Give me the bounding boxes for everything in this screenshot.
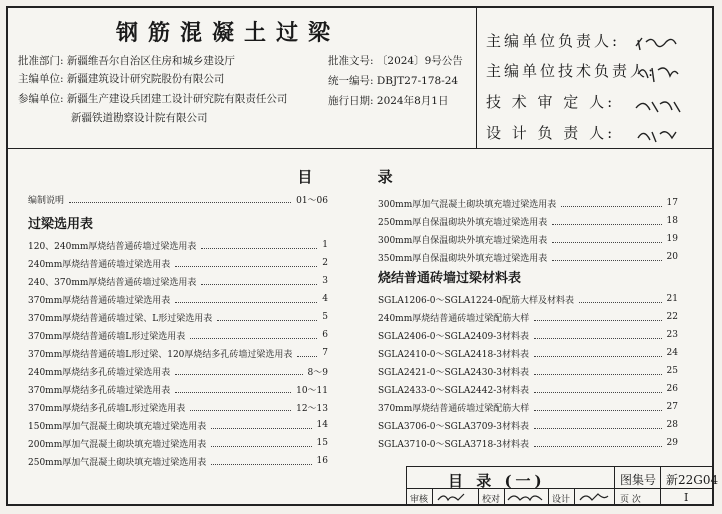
toc-item[interactable]: 240、370mm厚烧结普通砖墙过梁选用表 3: [28, 276, 328, 288]
header-divider: [476, 8, 477, 148]
toc-item[interactable]: 200mm厚加气混凝土砌块填充墙过梁选用表 15: [28, 438, 328, 450]
toc-item[interactable]: 370mm厚烧结普通砖墙过梁配筋大样 27: [378, 402, 678, 414]
titleblock-left: [406, 466, 407, 506]
toc-item[interactable]: 370mm厚烧结多孔砖墙过梁选用表 10～11: [28, 380, 328, 398]
page-title: 钢筋混凝土过梁: [115, 20, 340, 46]
toc-item[interactable]: 120、240mm厚烧结普通砖墙过梁选用表 1: [28, 240, 328, 252]
toc-item[interactable]: 350mm厚自保温砌块外填充墙过梁选用表 20: [378, 252, 678, 264]
toc-item[interactable]: SGLA2433-0～SGLA2442-3材料表 26: [378, 384, 678, 396]
atlas-label: 图集号: [620, 473, 657, 487]
toc-left-column: [28, 190, 328, 470]
review-label: 审核: [410, 495, 429, 505]
toc-right-column: [378, 194, 678, 452]
toc-item[interactable]: SGLA3706-0～SGLA3709-3材料表 28: [378, 420, 678, 432]
participant-line: 参编单位: 新疆生产建设兵团建工设计研究院有限责任公司: [18, 93, 288, 105]
section-title-1: 过梁选用表: [28, 217, 94, 232]
approver-line: 批准部门: 新疆维吾尔自治区住房和城乡建设厅: [18, 55, 235, 67]
toc-item[interactable]: SGLA2406-0～SGLA2409-3材料表 23: [378, 330, 678, 342]
resp-design: 设 计 负 责 人:: [486, 124, 616, 142]
toc-item[interactable]: 240mm厚烧结普通砖墙过梁配筋大样 22: [378, 312, 678, 324]
header-bottom-line: [8, 148, 712, 149]
titleblock-div1: [614, 466, 615, 506]
signatures: [630, 28, 710, 148]
effective-date: 施行日期: 2024年8月1日: [328, 95, 449, 107]
toc-item[interactable]: 240mm厚烧结多孔砖墙过梁选用表 8～9: [28, 362, 328, 380]
toc-item[interactable]: 250mm厚自保温砌块外填充墙过梁选用表 18: [378, 216, 678, 228]
unified-code: 统一编号: DBJT27-178-24: [328, 75, 459, 87]
toc-item[interactable]: 370mm厚烧结普通砖墙过梁、L形过梁选用表 5: [28, 312, 328, 324]
toc-item[interactable]: 240mm厚烧结普通砖墙过梁选用表 2: [28, 258, 328, 270]
titleblock-div2: [660, 466, 661, 506]
drawing-sheet: [6, 6, 719, 506]
page-label: 页 次: [620, 495, 641, 505]
resp-tech: 主编单位技术负责人:: [486, 62, 657, 80]
page-number: Ⅰ: [684, 491, 689, 504]
toc-item[interactable]: 370mm厚烧结普通砖墙L形过梁、120厚烧结多孔砖墙过梁选用表 7: [28, 348, 328, 360]
tb-sep: [432, 488, 433, 506]
toc-item[interactable]: SGLA1206-0～SGLA1224-0配筋大样及材料表 21: [378, 294, 678, 306]
toc-item[interactable]: 370mm厚烧结普通砖墙L形过梁选用表 6: [28, 330, 328, 342]
toc-item[interactable]: 300mm厚加气混凝土砌块填充墙过梁选用表 17: [378, 198, 678, 210]
toc-item[interactable]: 150mm厚加气混凝土砌块填充墙过梁选用表 14: [28, 420, 328, 432]
check-label: 校对: [482, 495, 501, 505]
titleblock-top: [406, 466, 714, 467]
doc-number: 批准文号: 〔2024〕9号公告: [328, 55, 463, 67]
resp-review: 技 术 审 定 人:: [486, 93, 616, 111]
toc-intro[interactable]: 编制说明 01～06: [28, 190, 328, 208]
toc-item[interactable]: SGLA2410-0～SGLA2418-3材料表 24: [378, 348, 678, 360]
atlas-number: 新22G04: [666, 473, 719, 487]
titleblock-signatures: [434, 488, 614, 506]
toc-heading: 目 录: [297, 168, 423, 186]
resp-chief: 主编单位负责人:: [486, 32, 621, 50]
toc-item[interactable]: SGLA2421-0～SGLA2430-3材料表 25: [378, 366, 678, 378]
editor-line: 主编单位: 新疆建筑设计研究院股份有限公司: [18, 73, 225, 85]
toc-item[interactable]: 250mm厚加气混凝土砌块填充墙过梁选用表 16: [28, 456, 328, 468]
toc-item[interactable]: 370mm厚烧结普通砖墙过梁选用表 4: [28, 294, 328, 306]
titleblock-name: 目 录 (一): [448, 472, 546, 490]
toc-item[interactable]: 370mm厚烧结多孔砖墙L形过梁选用表 12～13: [28, 398, 328, 416]
section-title-2: 烧结普通砖墙过梁材料表: [378, 271, 522, 286]
design-label: 设计: [552, 495, 571, 505]
toc-item[interactable]: SGLA3710-0～SGLA3718-3材料表 29: [378, 438, 678, 450]
toc-item[interactable]: 300mm厚自保温砌块外填充墙过梁选用表 19: [378, 234, 678, 246]
participant-line-2: 新疆铁道勘察设计院有限公司: [71, 112, 208, 124]
